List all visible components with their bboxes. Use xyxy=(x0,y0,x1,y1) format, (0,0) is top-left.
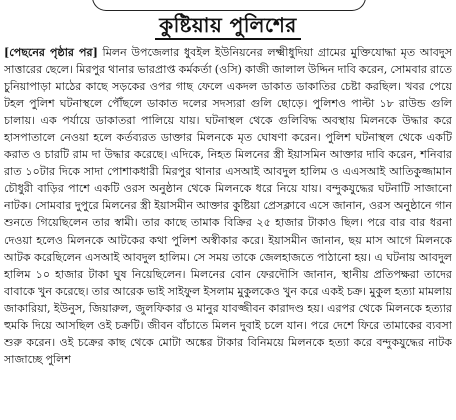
continued-from-label: [পেছনের পৃষ্ঠার পর] xyxy=(4,46,98,59)
headline-frame xyxy=(92,0,366,11)
article-paragraph xyxy=(4,44,452,368)
article-body xyxy=(4,44,452,416)
headline-text: কুষ্টিয়ায় পুলিশের xyxy=(155,12,301,40)
article-text: মিলন উপজেলার ধুবইল ইউনিয়নের লক্ষ্মীধুদিয়া গ্রামের মুক্তিযোদ্ধা মৃত আবদুস সাত্তারের ছেলে। মিরপুর থানার ভারপ্রাপ্ত কর্মকর্তা (ওসি) কাজী জালাল উদ্দিন দাবি করেন, সোমবার রাতে চুনিয়াপাড়া মাঠের কাছে সড়কের ওপর গাছ ফেলে একদল ডাকাত ডাকাতির চেষ্টা করছিল। খবর পেয়ে টহল পুলিশ ঘটনাস্থলে পৌঁছলে ডাকাত দলের সদস্যরা গুলি ছোড়ে। পুলিশও পাল্টা ১৮ রাউন্ড গুলি চালায়। এক পর্যায়ে ডাকাতরা পালিয়ে যায়। ঘটনাস্থল থেকে গুলিবিদ্ধ অবস্থায় মিলনকে উদ্ধার করে হাসপাতালে নেওয়া হলে কর্তব্যরত ডাক্তার মিলনকে মৃত ঘোষণা করেন। পুলিশ ঘটনাস্থল থেকে একটি করাত ও চারটি রাম দা উদ্ধার করেছে। এদিকে, নিহত মিলনের স্ত্রী ইয়াসমিন আক্তার দাবি করেন, শনিবার রাত ১০টার দিকে সাদা পোশাকধারী মিরপুর থানার এসআই আবদুল হালিম ও এএসআই আতিকুজ্জামান চৌধুরী বাড়ির পাশে একটি ওরস অনুষ্ঠান থেকে মিলনকে ধরে নিয়ে যায়। বন্দুকযুদ্ধের ঘটনাটি সাজানো নাটক। সোমবার দুপুরে মিলনের স্ত্রী ইয়াসমীন আক্তার কুষ্টিয়া প্রেসক্লাবে এসে জানান, ওরস অনুষ্ঠানে গান শুনতে গিয়েছিলেন তার স্বামী। তার কাছে তামাক বিক্রির ২৫ হাজার টাকাও ছিল। পরে বার বার ধরনা দেওয়া হলেও মিলনকে আটকের কথা পুলিশ অস্বীকার করে। ইয়াসমীন জানান, ছয় মাস আগে মিলনকে আটক করেছিলেন এসআই আবদুল হালিম। সে সময় তাকে জেলহাজতে পাঠানো হয়। এ ঘটনায় আবদুল হালিম ১০ হাজার টাকা ঘুষ নিয়েছিলেন। মিলনের বোন ফেরদৌসি জানান, স্থানীয় প্রতিপক্ষরা তাদের বাবাকে খুন করেছে। তার আরেক ভাই সাইফুল ইসলাম মুকুলকেও খুন করে একই চক্র। মুকুল হত্যা মামলায় জাকারিয়া, ইউনুস, জিয়ারুল, জুলফিকার ও মানুর যাবজ্জীবন কারাদণ্ড হয়। এরপর থেকে মিলনকে হত্যার হুমকি দিয়ে আসছিল ওই চক্রটি। জীবন বাঁচাতে মিলন দুবাই চলে যান। পরে দেশে ফিরে তামাকের ব্যবসা শুরু করেন। ওই চক্রের কাছ থেকে মোটা অঙ্কের টাকার বিনিময়ে মিলনকে হত্যা করে বন্দুকযুদ্ধের নাটক সাজাচ্ছে পুলিশ xyxy=(4,46,452,366)
headline xyxy=(0,12,456,40)
